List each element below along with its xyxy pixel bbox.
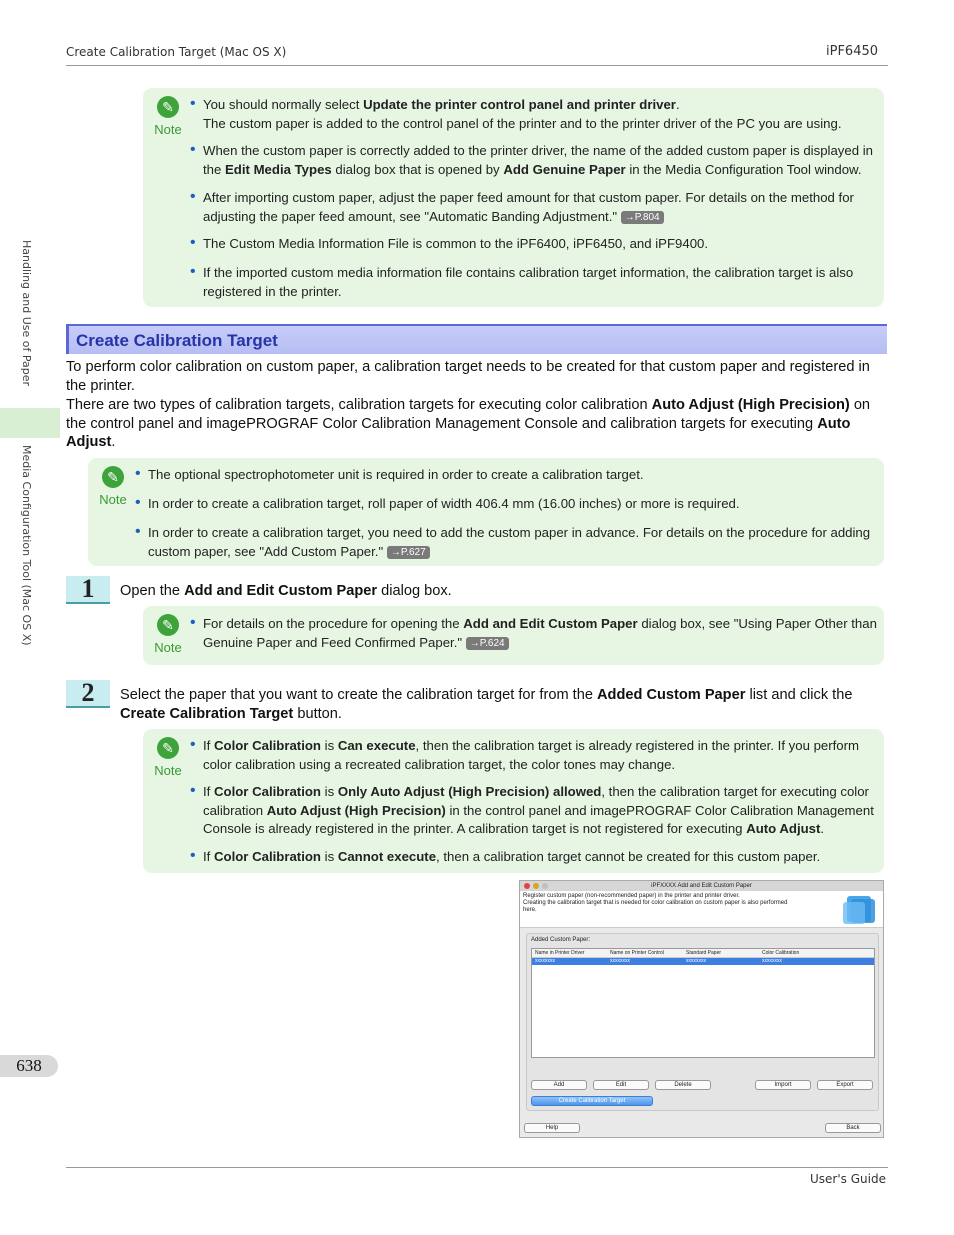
page-reference-link[interactable]: →P.624 [466,637,509,650]
dialog-title: iPFXXXX Add and Edit Custom Paper [651,883,752,889]
note-box [88,458,884,566]
note-bullet: • If Color Calibration is Cannot execute, then a calibration target cannot be created for this custom paper. [190,848,883,867]
note-bullet: • If the imported custom media information file contains calibration target information, the calibration target is also registered in the printer. [190,264,883,301]
column-header[interactable]: Standard Paper [686,950,722,956]
note-bullet: • For details on the procedure for opening the Add and Edit Custom Paper dialog box, see "Using Paper Other than Genuine Paper and Feed Confirmed Paper." →P.624 [190,615,883,652]
add-button[interactable]: Add [531,1080,587,1090]
minimize-window-icon[interactable] [533,883,539,889]
pencil-icon: ✎ [157,737,179,759]
page-number: 638 [0,1055,58,1077]
step-number: 1 [66,576,110,604]
list-header [532,949,874,958]
step-text: Open the Add and Edit Custom Paper dialog box. [120,583,452,599]
section-title: Create Calibration Target [76,331,278,350]
note-bullet: • In order to create a calibration target, roll paper of width 406.4 mm (16.00 inches) or more is required. [135,495,883,514]
table-row[interactable]: xxxxxxxx xxxxxxxx xxxxxxxx xxxxxxxx [532,958,874,965]
page-reference-link[interactable]: →P.804 [621,211,664,224]
column-header[interactable]: Name in Printer Driver [535,950,585,956]
export-button[interactable]: Export [817,1080,873,1090]
paper-stack-icon [839,892,879,926]
added-custom-paper-panel [526,933,879,1111]
add-edit-custom-paper-dialog [519,880,884,1138]
note-bullet: • In order to create a calibration target, you need to add the custom paper in advance. For details on the procedure for adding custom paper, see "Add Custom Paper." →P.627 [135,524,883,561]
intro-paragraph: There are two types of calibration targets, calibration targets for executing color calibration Auto Adjust (High Precision) on the control panel and imagePROGRAF Color Calibration Management Console and calibration targets for executing Auto Adjust. [66,397,871,451]
column-header[interactable]: Color Calibration [762,950,800,956]
custom-paper-list[interactable] [531,948,875,1058]
header-rule [66,65,888,66]
intro-paragraph: To perform color calibration on custom paper, a calibration target needs to be created for that custom paper and registered in the printer. [66,359,870,394]
side-section-label: Media Configuration Tool (Mac OS X) [20,445,33,646]
page-reference-link[interactable]: →P.627 [387,546,430,559]
note-box [143,606,884,665]
pencil-icon: ✎ [157,96,179,118]
column-header[interactable]: Name on Printer Control [610,950,664,956]
note-bullet: • If Color Calibration is Only Auto Adjust (High Precision) allowed, then the calibration target for executing color calibration Auto Adjust (High Precision) in the control panel and imagePROGRAF Color Calibration Management Console is already registered in the printer. A calibration target is not registered for executing Auto Adjust. [190,783,883,839]
section-heading [66,324,887,354]
pencil-icon: ✎ [102,466,124,488]
note-icon: ✎ Note [153,96,183,137]
note-bullet: • When the custom paper is correctly added to the printer driver, the name of the added custom paper is displayed in the Edit Media Types dialog box that is opened by Add Genuine Paper in the Media Configuration Tool window. [190,142,883,179]
panel-label: Added Custom Paper: [531,937,591,943]
back-button[interactable]: Back [825,1123,881,1133]
running-header-model: iPF6450 [826,44,879,59]
note-icon: ✎ Note [98,466,128,507]
edit-button[interactable]: Edit [593,1080,649,1090]
note-bullet: • The Custom Media Information File is common to the iPF6400, iPF6450, and iPF9400. [190,235,883,254]
create-calibration-target-button[interactable]: Create Calibration Target [531,1096,653,1106]
running-header-title: Create Calibration Target (Mac OS X) [66,45,287,59]
note-bullet: • The optional spectrophotometer unit is required in order to create a calibration target. [135,466,883,485]
step-number: 2 [66,680,110,708]
dialog-description: Register custom paper (non-recommended paper) in the printer and printer driver. Creating the calibration target that is needed for color calibration on custom paper is also performed here. [520,891,883,928]
footer-rule [66,1167,888,1168]
import-button[interactable]: Import [755,1080,811,1090]
footer-guide-label: User's Guide [810,1172,886,1186]
side-chapter-band [0,408,60,438]
close-window-icon[interactable] [524,883,530,889]
pencil-icon: ✎ [157,614,179,636]
help-button[interactable]: Help [524,1123,580,1133]
note-bullet: • If Color Calibration is Can execute, then the calibration target is already registered in the printer. If you perform color calibration using a recreated calibration target, the color tones may change. [190,737,883,774]
zoom-window-icon[interactable] [542,883,548,889]
note-icon: ✎ Note [153,614,183,655]
note-box [143,729,884,873]
note-icon: ✎ Note [153,737,183,778]
delete-button[interactable]: Delete [655,1080,711,1090]
note-bullet: • You should normally select Update the printer control panel and printer driver. The custom paper is added to the control panel of the printer and to the printer driver of the PC you are using. [190,96,883,133]
side-chapter-label: Handling and Use of Paper [20,240,33,387]
note-box [143,88,884,307]
note-bullet: • After importing custom paper, adjust the paper feed amount for that custom paper. For details on the method for adjusting the paper feed amount, see "Automatic Banding Adjustment." →P.804 [190,189,883,226]
step-text: Select the paper that you want to create the calibration target for from the Added Custom Paper list and click the Create Calibration Target button. [120,687,853,722]
